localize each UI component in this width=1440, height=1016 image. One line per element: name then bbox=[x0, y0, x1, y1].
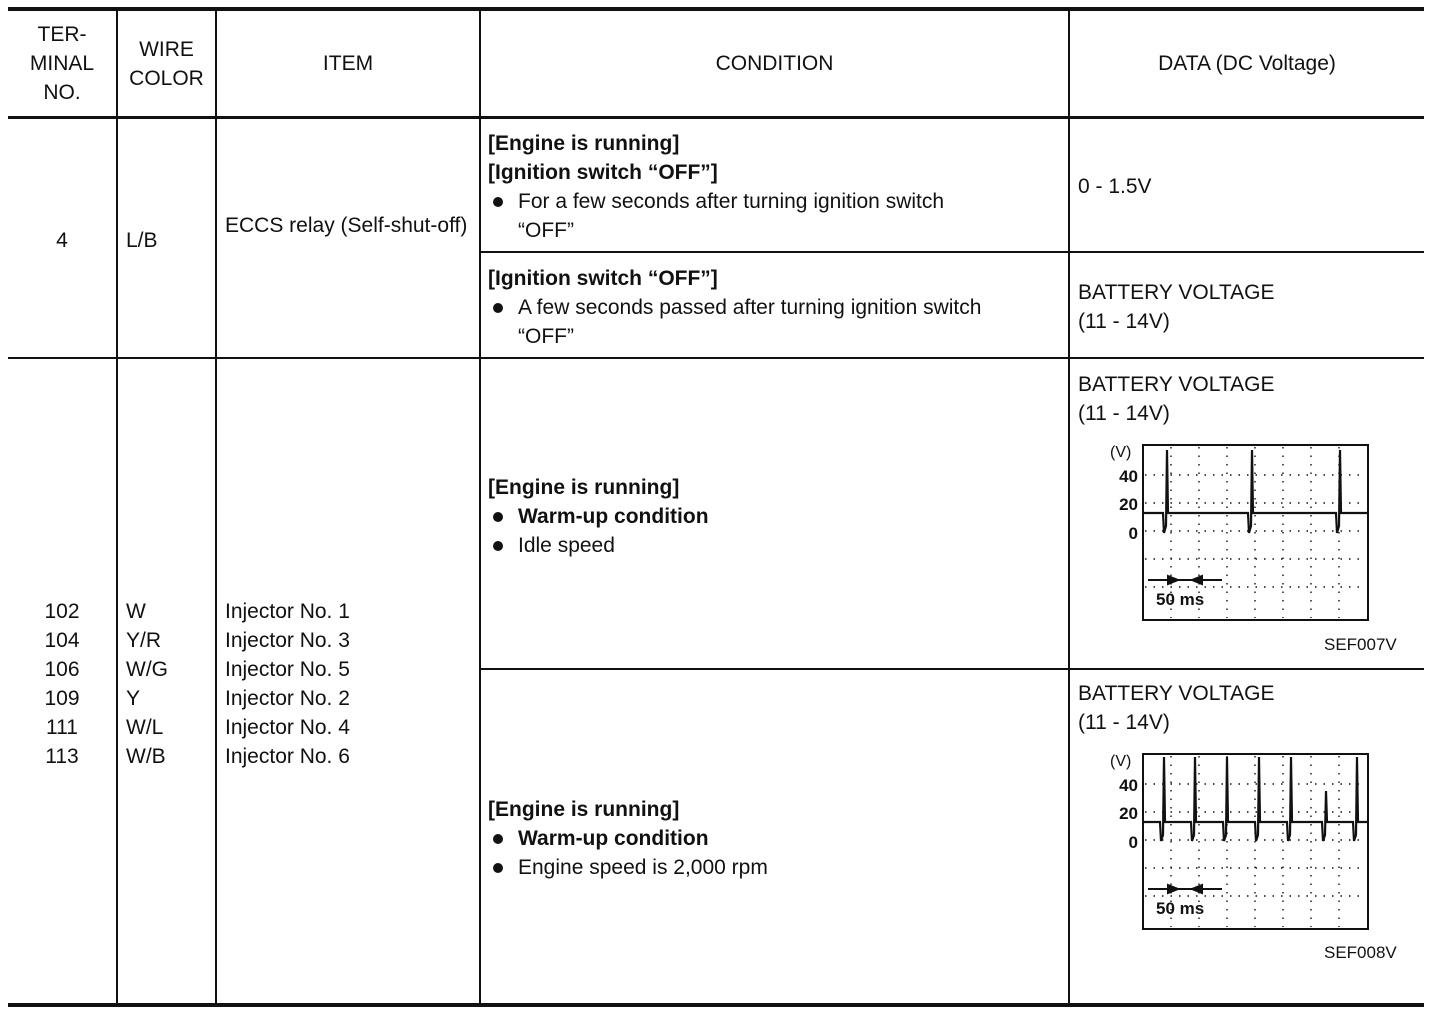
row1-terminal: 4 bbox=[56, 229, 68, 252]
row1-data-1: 0 - 1.5V bbox=[1078, 175, 1152, 198]
list-item: Injector No. 5 bbox=[225, 658, 350, 681]
list-item: 109 bbox=[44, 687, 80, 710]
scope-trace bbox=[1143, 450, 1368, 533]
list-item: Y/R bbox=[126, 629, 162, 652]
header-item: ITEM bbox=[322, 52, 374, 75]
condition-heading: [Engine is running] bbox=[488, 476, 680, 499]
row-divider-rule bbox=[8, 357, 1424, 359]
row1-condition-2 bbox=[488, 264, 1060, 351]
scope-y-tick-40: 40 bbox=[1119, 776, 1138, 795]
scope-y-tick-20: 20 bbox=[1119, 495, 1138, 514]
list-item: 102 bbox=[44, 600, 80, 623]
list-item: 106 bbox=[44, 658, 80, 681]
list-item: W/B bbox=[126, 745, 166, 768]
row2-condition-1 bbox=[488, 473, 1060, 560]
scope-y-tick-0: 0 bbox=[1128, 524, 1138, 543]
list-item: Injector No. 6 bbox=[225, 745, 350, 768]
list-item: 104 bbox=[44, 629, 80, 652]
list-item: W/L bbox=[126, 716, 164, 739]
header-data: DATA (DC Voltage) bbox=[1158, 52, 1336, 75]
scope-y-unit: (V) bbox=[1110, 444, 1132, 461]
list-item: Injector No. 4 bbox=[225, 716, 350, 739]
header-wire-color: WIRE COLOR bbox=[129, 37, 204, 90]
row1-wire-color: L/B bbox=[126, 229, 158, 252]
condition-bullet: Warm-up condition bbox=[488, 502, 1060, 531]
condition-heading: [Ignition switch “OFF”] bbox=[488, 161, 718, 184]
header-bottom-rule bbox=[8, 116, 1424, 119]
column-rule-3 bbox=[479, 9, 481, 1006]
condition-bullet: For a few seconds after turning ignition switch “OFF” bbox=[488, 187, 1060, 245]
row2-terminals bbox=[8, 597, 116, 771]
figure-code-sef008v: SEF008V bbox=[1324, 943, 1397, 962]
row1-condition-1 bbox=[488, 129, 1060, 245]
condition-bullet: A few seconds passed after turning ignition switch “OFF” bbox=[488, 293, 1060, 351]
row2-items bbox=[225, 597, 350, 771]
row2-condition-2 bbox=[488, 795, 1060, 882]
column-rule-4 bbox=[1068, 9, 1070, 1006]
table-bottom-rule bbox=[8, 1003, 1424, 1007]
condition-heading: [Engine is running] bbox=[488, 132, 680, 155]
list-item: Y bbox=[126, 687, 141, 710]
column-rule-1 bbox=[116, 9, 118, 1006]
scope-y-unit: (V) bbox=[1110, 753, 1132, 770]
row2-data-2-text: BATTERY VOLTAGE (11 - 14V) bbox=[1078, 682, 1275, 734]
header-condition: CONDITION bbox=[715, 52, 834, 75]
condition-bullet: Idle speed bbox=[488, 531, 1060, 560]
scope-time-marker bbox=[1148, 885, 1222, 893]
list-item: 113 bbox=[45, 745, 79, 768]
scope-time-label: 50 ms bbox=[1156, 899, 1205, 918]
list-item: Injector No. 2 bbox=[225, 687, 350, 710]
condition-heading: [Ignition switch “OFF”] bbox=[488, 267, 718, 290]
list-item: W/G bbox=[126, 658, 168, 681]
row1-item: ECCS relay (Self-shut-off) bbox=[225, 214, 468, 237]
list-item: Injector No. 1 bbox=[225, 600, 350, 623]
oscilloscope-waveform-2000rpm bbox=[1100, 749, 1380, 939]
scope-y-tick-0: 0 bbox=[1128, 833, 1138, 852]
row1-data-2: BATTERY VOLTAGE (11 - 14V) bbox=[1078, 281, 1275, 333]
scope-y-tick-40: 40 bbox=[1119, 467, 1138, 486]
scope-time-marker bbox=[1148, 576, 1222, 584]
header-terminal-no: TER- MINAL NO. bbox=[29, 23, 95, 104]
scope-time-label: 50 ms bbox=[1156, 590, 1205, 609]
list-item: W bbox=[126, 600, 146, 623]
oscilloscope-waveform-idle bbox=[1100, 440, 1380, 630]
list-item: Injector No. 3 bbox=[225, 629, 350, 652]
row2-split-rule bbox=[480, 668, 1424, 670]
figure-code-sef007v: SEF007V bbox=[1324, 635, 1397, 654]
condition-bullet: Engine speed is 2,000 rpm bbox=[488, 853, 1060, 882]
row2-data-1-text: BATTERY VOLTAGE (11 - 14V) bbox=[1078, 373, 1275, 425]
list-item: 111 bbox=[46, 716, 78, 739]
scope-y-tick-20: 20 bbox=[1119, 804, 1138, 823]
row1-split-rule bbox=[480, 251, 1424, 253]
column-rule-2 bbox=[215, 9, 217, 1006]
condition-bullet: Warm-up condition bbox=[488, 824, 1060, 853]
row2-wire-colors bbox=[126, 597, 168, 771]
condition-heading: [Engine is running] bbox=[488, 798, 680, 821]
